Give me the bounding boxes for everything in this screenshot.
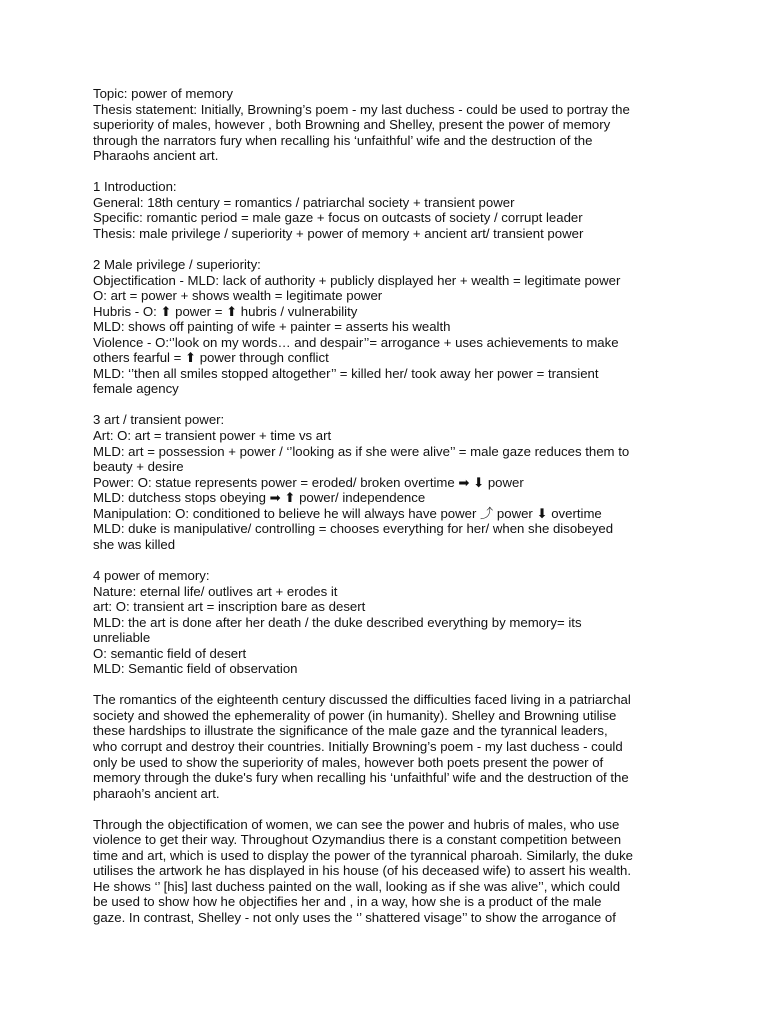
paragraph-line: who corrupt and destroy their countries. Initially Browning’s poem - my last duchess - could	[93, 738, 623, 754]
outline-line: Manipulation: O: conditioned to believe he will always have power ⤴ power ⬇ overtime	[93, 505, 602, 521]
spacer	[93, 677, 683, 693]
outline-line: MLD: dutchess stops obeying ➡ ⬆ power/ independence	[93, 490, 426, 506]
section-heading: 4 power of memory:	[93, 567, 210, 583]
paragraph-line: time and art, which is used to display the power of the tyrannical pharoah. Similarly, the duke	[93, 847, 633, 863]
paragraph-line: only be used to show the superiority of males, however both poets present the power of	[93, 754, 604, 770]
paragraph-line: Through the objectification of women, we can see the power and hubris of males, who use	[93, 816, 620, 832]
thesis-line: Pharaohs ancient art.	[93, 148, 219, 164]
introduction-section	[93, 179, 683, 241]
essay-paragraph-1	[93, 692, 683, 801]
topic-thesis-block	[93, 86, 683, 164]
outline-line: female agency	[93, 381, 179, 397]
outline-line: Art: O: art = transient power + time vs art	[93, 428, 332, 444]
paragraph-line: society and showed the ephemerality of power (in humanity). Shelley and Browning utilise	[93, 707, 617, 723]
outline-line: others fearful = ⬆ power through conflict	[93, 350, 329, 366]
outline-line: Objectification - MLD: lack of authority + publicly displayed her + wealth = legitimate power	[93, 272, 621, 288]
spacer	[93, 397, 683, 413]
paragraph-line: utilises the artwork he has displayed in his house (of his deceased wife) to assert his wealth.	[93, 863, 632, 879]
paragraph-line: The romantics of the eighteenth century discussed the difficulties faced living in a patriarchal	[93, 692, 631, 708]
spacer	[93, 801, 683, 817]
paragraph-line: gaze. In contrast, Shelley - not only uses the ‘’ shattered visage’’ to show the arrogance of	[93, 909, 616, 925]
outline-line: MLD: ‘’then all smiles stopped altogether’’ = killed her/ took away her power = transient	[93, 365, 599, 381]
essay-paragraph-2	[93, 817, 683, 926]
section-heading: 1 Introduction:	[93, 179, 177, 195]
outline-line: unreliable	[93, 630, 151, 646]
outline-line: MLD: shows off painting of wife + painter = asserts his wealth	[93, 319, 451, 335]
paragraph-line: He shows ‘’ [his] last duchess painted on the wall, looking as if she was alive’’, which could	[93, 878, 621, 894]
paragraph-line: be used to show how he objectifies her and , in a way, how she is a product of the male	[93, 894, 602, 910]
topic-line: Topic: power of memory	[93, 86, 233, 101]
outline-line: Nature: eternal life/ outlives art + erodes it	[93, 583, 338, 599]
paragraph-line: pharaoh’s ancient art.	[93, 785, 220, 801]
outline-line: General: 18th century = romantics / patriarchal society + transient power	[93, 194, 515, 210]
spacer	[93, 164, 683, 180]
art-transient-power-section	[93, 412, 683, 552]
paragraph-line: violence to get their way. Throughout Ozymandius there is a constant competition between	[93, 832, 622, 848]
outline-line: MLD: duke is manipulative/ controlling = chooses everything for her/ when she disobeyed	[93, 521, 614, 537]
power-of-memory-section	[93, 568, 683, 677]
paragraph-line: memory through the duke's fury when recalling his ‘unfaithful’ wife and the destruction of the	[93, 770, 629, 786]
outline-line: art: O: transient art = inscription bare as desert	[93, 599, 366, 615]
thesis-line: superiority of males, however , both Browning and Shelley, present the power of memory	[93, 117, 611, 133]
outline-line: Thesis: male privilege / superiority + power of memory + ancient art/ transient power	[93, 225, 584, 241]
outline-line: MLD: art = possession + power / ‘’looking as if she were alive’’ = male gaze reduces them to	[93, 443, 630, 459]
outline-line: Power: O: statue represents power = eroded/ broken overtime ➡ ⬇ power	[93, 474, 524, 490]
thesis-line: Thesis statement: Initially, Browning’s poem - my last duchess - could be used to portray the	[93, 101, 630, 117]
outline-line: O: art = power + shows wealth = legitimate power	[93, 288, 383, 304]
section-heading: 3 art / transient power:	[93, 412, 225, 428]
outline-line: beauty + desire	[93, 459, 184, 475]
spacer	[93, 552, 683, 568]
outline-line: Specific: romantic period = male gaze + focus on outcasts of society / corrupt leader	[93, 210, 583, 226]
outline-line: MLD: Semantic field of observation	[93, 661, 298, 677]
document-page	[93, 86, 683, 926]
spacer	[93, 241, 683, 257]
outline-line: Violence - O:‘’look on my words… and despair’’= arrogance + uses achievements to make	[93, 334, 619, 350]
male-privilege-section	[93, 257, 683, 397]
outline-line: Hubris - O: ⬆ power = ⬆ hubris / vulnerability	[93, 303, 358, 319]
outline-line: MLD: the art is done after her death / the duke described everything by memory= its	[93, 614, 582, 630]
paragraph-line: these hardships to illustrate the significance of the male gaze and the tyrannical leaders,	[93, 723, 608, 739]
section-heading: 2 Male privilege / superiority:	[93, 257, 261, 273]
outline-line: she was killed	[93, 536, 176, 552]
thesis-line: through the narrators fury when recalling his ‘unfaithful’ wife and the destruction of the	[93, 132, 593, 148]
outline-line: O: semantic field of desert	[93, 645, 247, 661]
